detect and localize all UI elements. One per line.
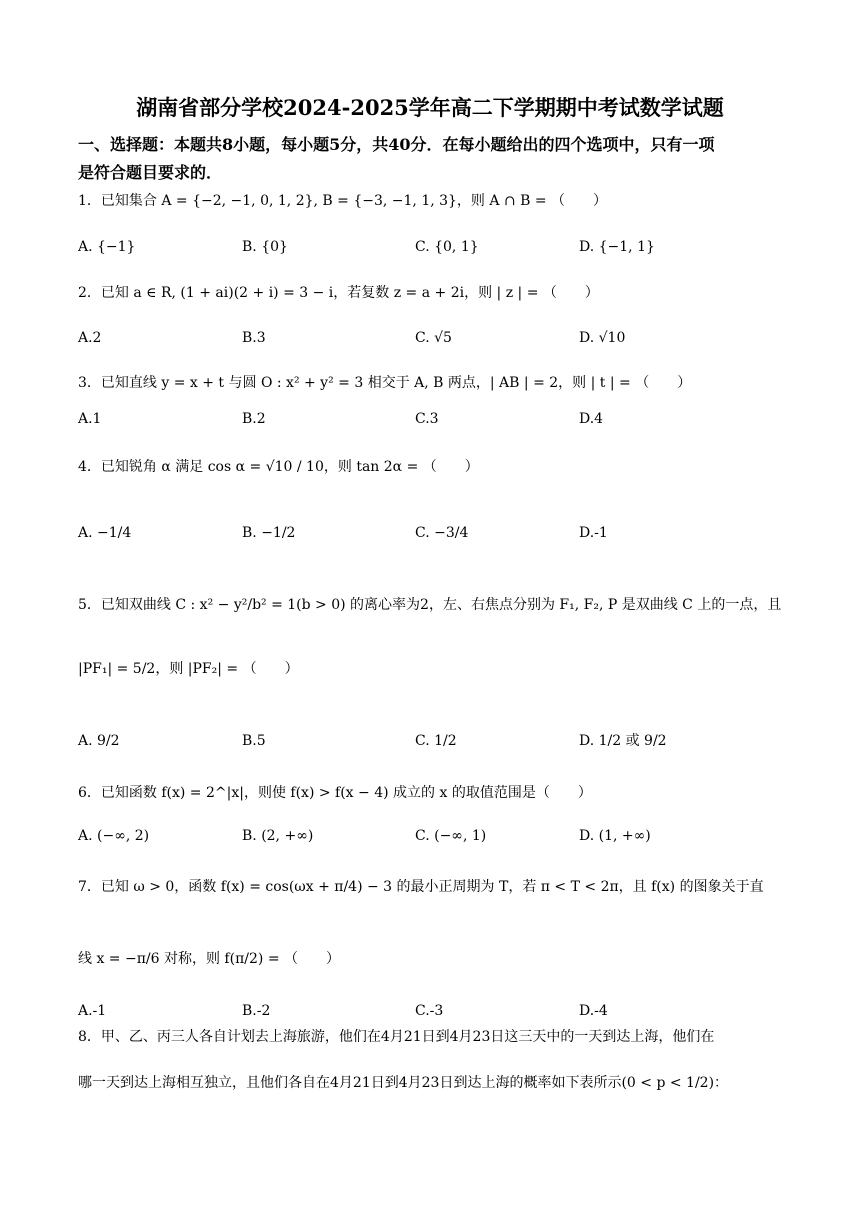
question-7-option-b: B.-2 xyxy=(242,1003,271,1019)
question-5-option-d: D. 1/2 或 9/2 xyxy=(579,733,667,749)
question-4-option-a: A. −1/4 xyxy=(78,525,132,541)
question-2-stem: 2．已知 a ∈ R, (1 + ai)(2 + i) = 3 − i，若复数 z = a + 2i，则 | z | = （ ） xyxy=(78,285,599,301)
question-1-stem: 1．已知集合 A = {−2, −1, 0, 1, 2}, B = {−3, −1, 1, 3}，则 A ∩ B = （ ） xyxy=(78,193,608,209)
question-6-option-d: D. (1, +∞) xyxy=(579,828,651,844)
question-3-option-d: D.4 xyxy=(579,411,604,427)
section-heading-line-2: 是符合题目要求的． xyxy=(78,163,223,182)
question-6-option-b: B. (2, +∞) xyxy=(242,828,314,844)
question-2-option-d: D. √10 xyxy=(579,330,626,346)
question-4-option-d: D.-1 xyxy=(579,525,608,541)
question-6-option-a: A. (−∞, 2) xyxy=(78,828,150,844)
page-title: 湖南省部分学校2024-2025学年高二下学期期中考试数学试题 xyxy=(136,95,724,120)
question-7-option-a: A.-1 xyxy=(78,1003,107,1019)
question-7-stem-line-1: 7．已知 ω > 0，函数 f(x) = cos(ωx + π/4) − 3 的最小正周期为 T，若 π < T < 2π，且 f(x) 的图象关于直 xyxy=(78,879,764,895)
section-heading-line-1: 一、选择题：本题共8小题，每小题5分，共40分．在每小题给出的四个选项中，只有一项 xyxy=(78,135,715,154)
question-4-stem: 4．已知锐角 α 满足 cos α = √10 / 10，则 tan 2α = （ ） xyxy=(78,459,479,475)
question-1-option-c: C. {0, 1} xyxy=(415,239,479,255)
question-2-option-c: C. √5 xyxy=(415,330,452,346)
question-3-option-b: B.2 xyxy=(242,411,266,427)
question-5-option-a: A. 9/2 xyxy=(78,733,120,749)
question-7-option-d: D.-4 xyxy=(579,1003,608,1019)
question-1-option-d: D. {−1, 1} xyxy=(579,239,655,255)
question-3-option-a: A.1 xyxy=(78,411,102,427)
question-7-option-c: C.-3 xyxy=(415,1003,444,1019)
question-3-stem: 3．已知直线 y = x + t 与圆 O : x² + y² = 3 相交于 A, B 两点，| AB | = 2，则 | t | = （ ） xyxy=(78,375,692,391)
question-5-option-b: B.5 xyxy=(242,733,266,749)
question-7-stem-line-2: 线 x = −π/6 对称，则 f(π/2) = （ ） xyxy=(78,951,340,967)
question-4-option-c: C. −3/4 xyxy=(415,525,469,541)
question-3-option-c: C.3 xyxy=(415,411,439,427)
question-2-option-b: B.3 xyxy=(242,330,266,346)
question-8-stem-line-2: 哪一天到达上海相互独立，且他们各自在4月21日到4月23日到达上海的概率如下表所示(0 < p < 1/2)： xyxy=(78,1075,729,1091)
question-1-option-a: A. {−1} xyxy=(78,239,136,255)
question-4-option-b: B. −1/2 xyxy=(242,525,296,541)
question-8-stem-line-1: 8．甲、乙、丙三人各自计划去上海旅游，他们在4月21日到4月23日这三天中的一天到达上海，他们在 xyxy=(78,1029,715,1045)
question-5-option-c: C. 1/2 xyxy=(415,733,457,749)
question-5-stem-line-1: 5．已知双曲线 C : x² − y²/b² = 1(b > 0) 的离心率为2，左、右焦点分别为 F₁, F₂, P 是双曲线 C 上的一点，且 xyxy=(78,597,782,613)
question-5-stem-line-2: |PF₁| = 5/2，则 |PF₂| = （ ） xyxy=(78,661,299,677)
question-2-option-a: A.2 xyxy=(78,330,102,346)
question-6-option-c: C. (−∞, 1) xyxy=(415,828,487,844)
question-1-option-b: B. {0} xyxy=(242,239,288,255)
question-6-stem: 6．已知函数 f(x) = 2^|x|，则使 f(x) > f(x − 4) 成立的 x 的取值范围是（ ） xyxy=(78,785,592,801)
